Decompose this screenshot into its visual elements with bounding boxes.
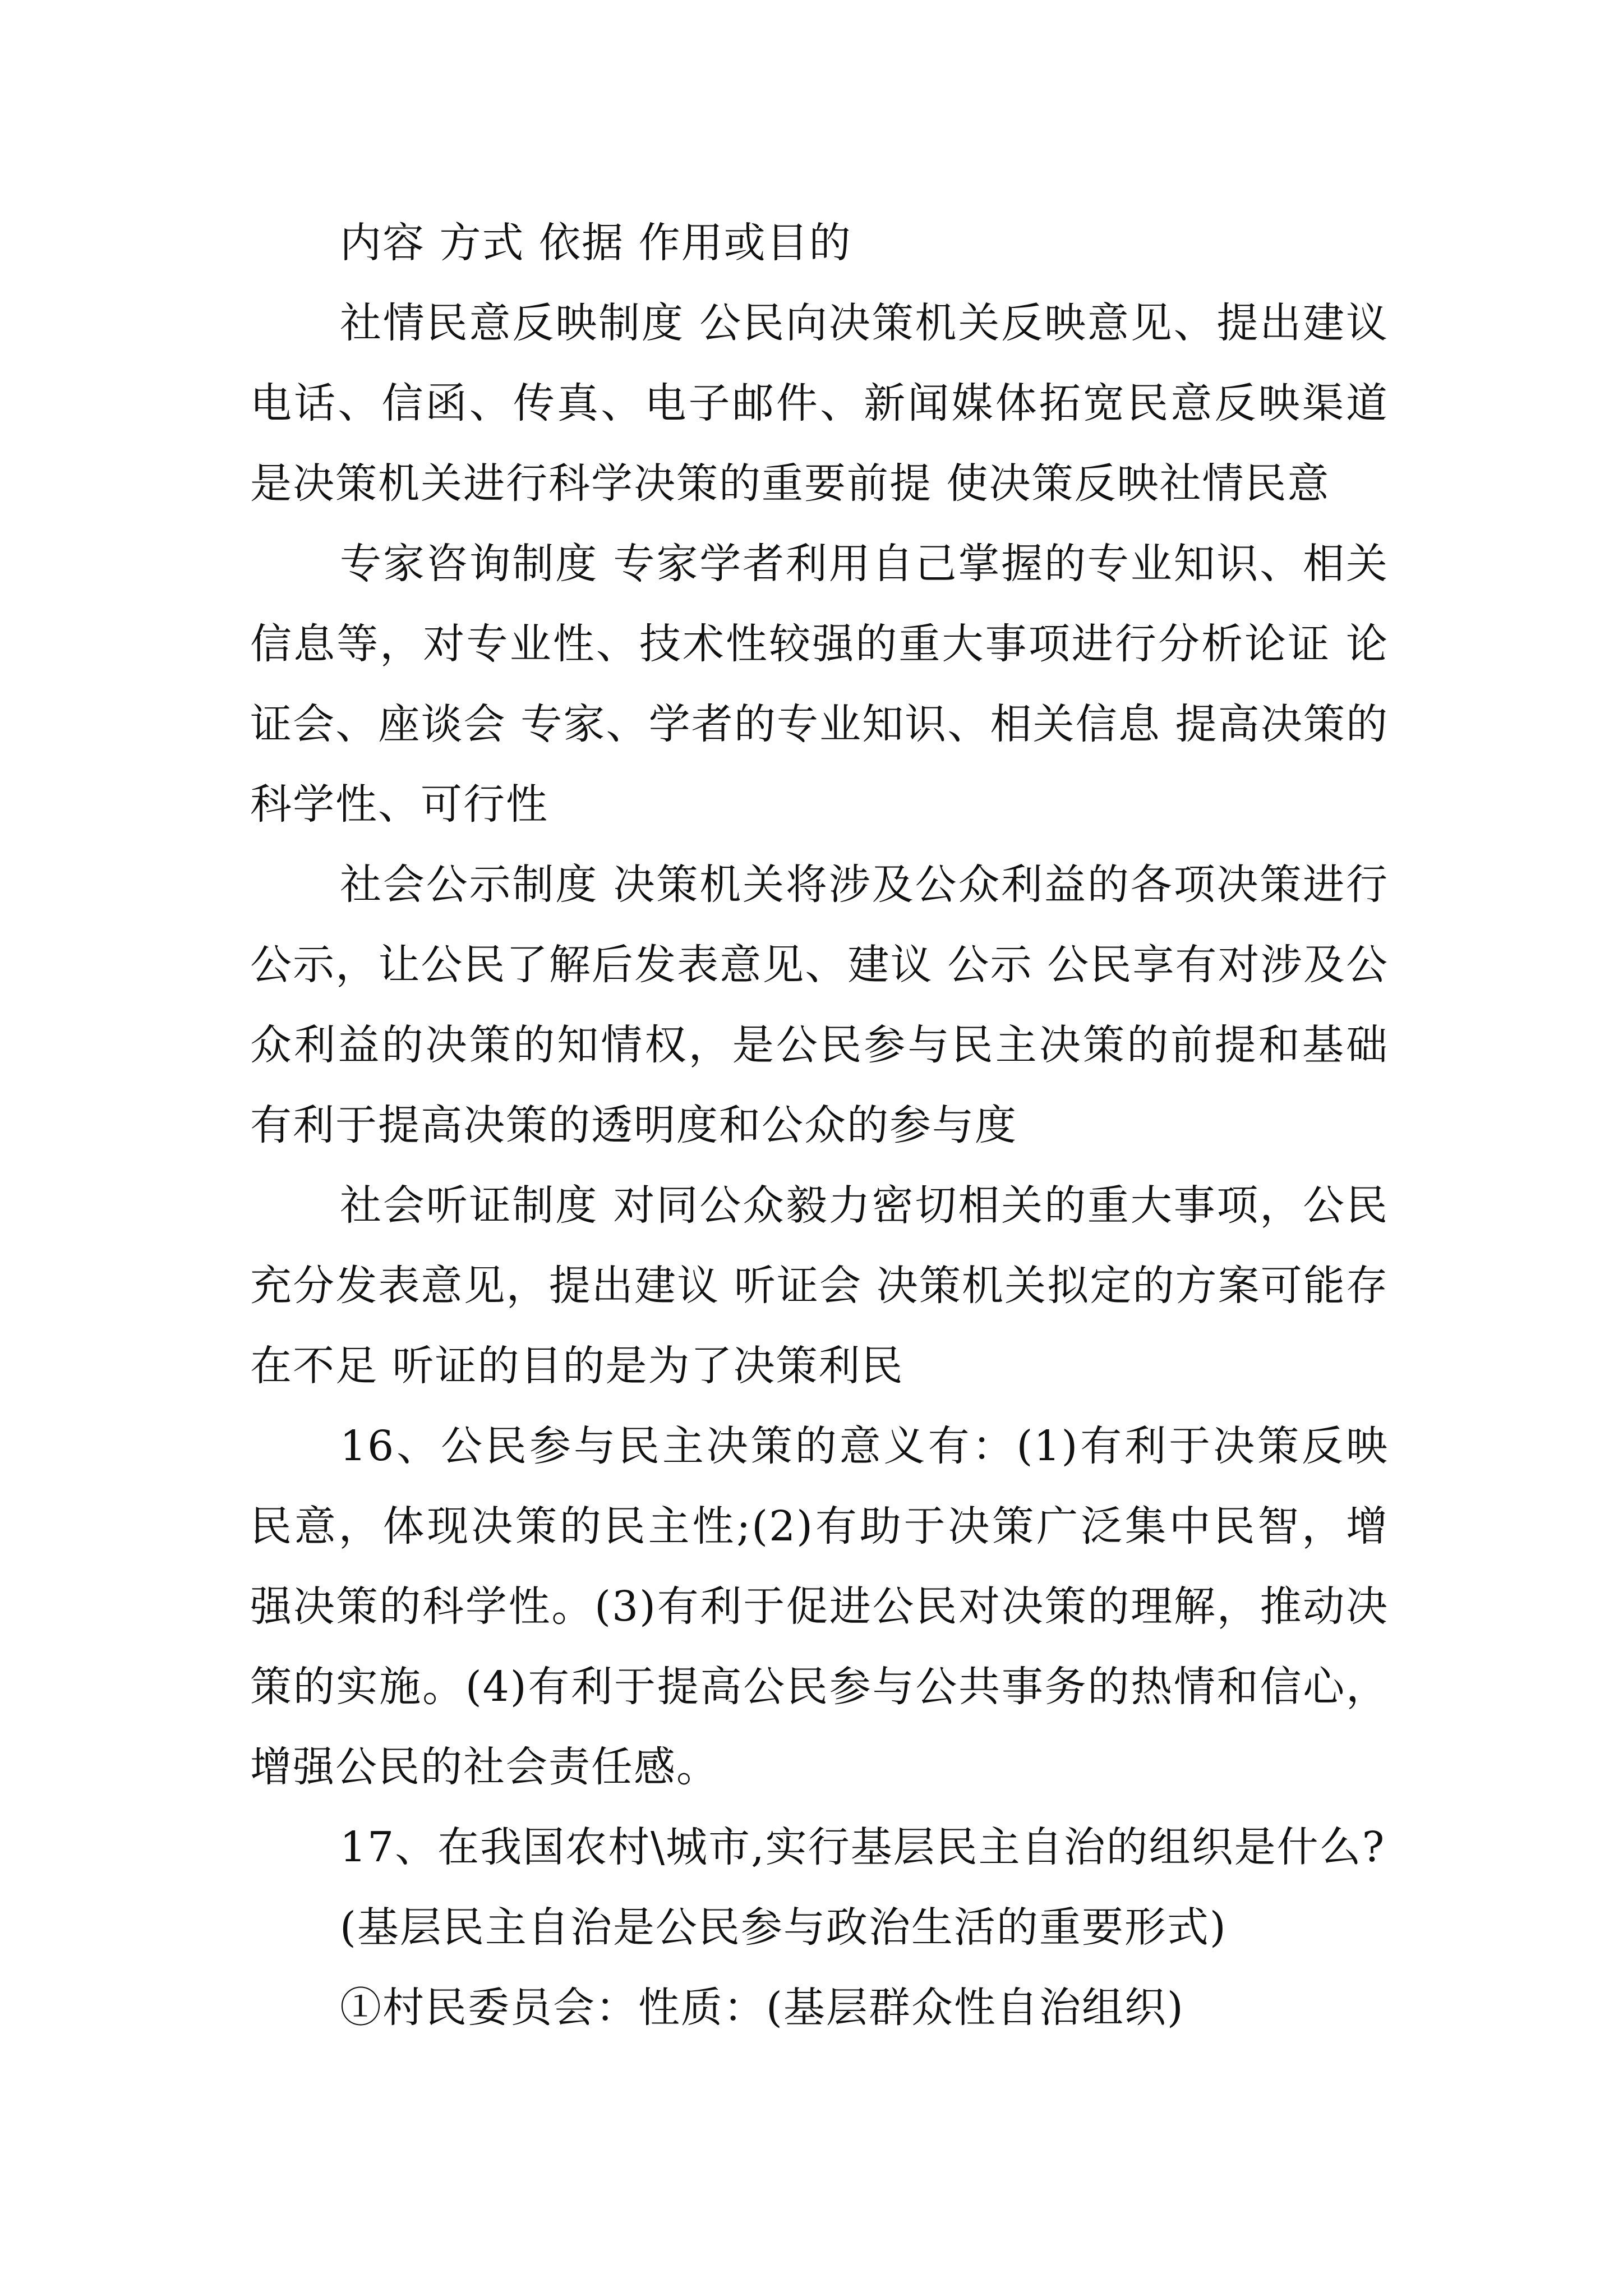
- paragraph-public-hearing-system: 社会听证制度 对同公众毅力密切相关的重大事项，公民充分发表意见，提出建议 听证会 决策机关拟定的方案可能存在不足 听证的目的是为了决策利民: [250, 1181, 1389, 1390]
- document-body: [250, 203, 1389, 2048]
- paragraph-item-17-note: (基层民主自治是公民参与政治生活的重要形式): [340, 1903, 1227, 1952]
- paragraph-public-opinion-system: 社情民意反映制度 公民向决策机关反映意见、提出建议 电话、信函、传真、电子邮件、新闻媒体拓宽民意反映渠道 是决策机关进行科学决策的重要前提 使决策反映社情民意: [250, 299, 1389, 508]
- paragraph-header-row: 内容 方式 依据 作用或目的: [340, 219, 852, 267]
- paragraph-expert-consultation-system: 专家咨询制度 专家学者利用自己掌握的专业知识、相关信息等，对专业性、技术性较强的重大事项进行分析论证 论证会、座谈会 专家、学者的专业知识、相关信息 提高决策的科学性、可行性: [250, 540, 1389, 829]
- paragraph-village-committee: ①村民委员会：性质：(基层群众性自治组织): [340, 1984, 1184, 2032]
- paragraph-item-17-question: 17、在我国农村\城市,实行基层民主自治的组织是什么?: [340, 1823, 1386, 1871]
- paragraph-item-16: 16、公民参与民主决策的意义有：(1)有利于决策反映民意，体现决策的民主性;(2)有助于决策广泛集中民智，增强决策的科学性。(3)有利于促进公民对决策的理解，推动决策的实施。(4)有利于提高公民参与公共事务的热情和信心，增强公民的社会责任感。: [250, 1422, 1389, 1791]
- paragraph-public-notice-system: 社会公示制度 决策机关将涉及公众利益的各项决策进行公示，让公民了解后发表意见、建议 公示 公民享有对涉及公众利益的决策的知情权，是公民参与民主决策的前提和基础 有利于提高决策的透明度和公众的参与度: [250, 861, 1389, 1149]
